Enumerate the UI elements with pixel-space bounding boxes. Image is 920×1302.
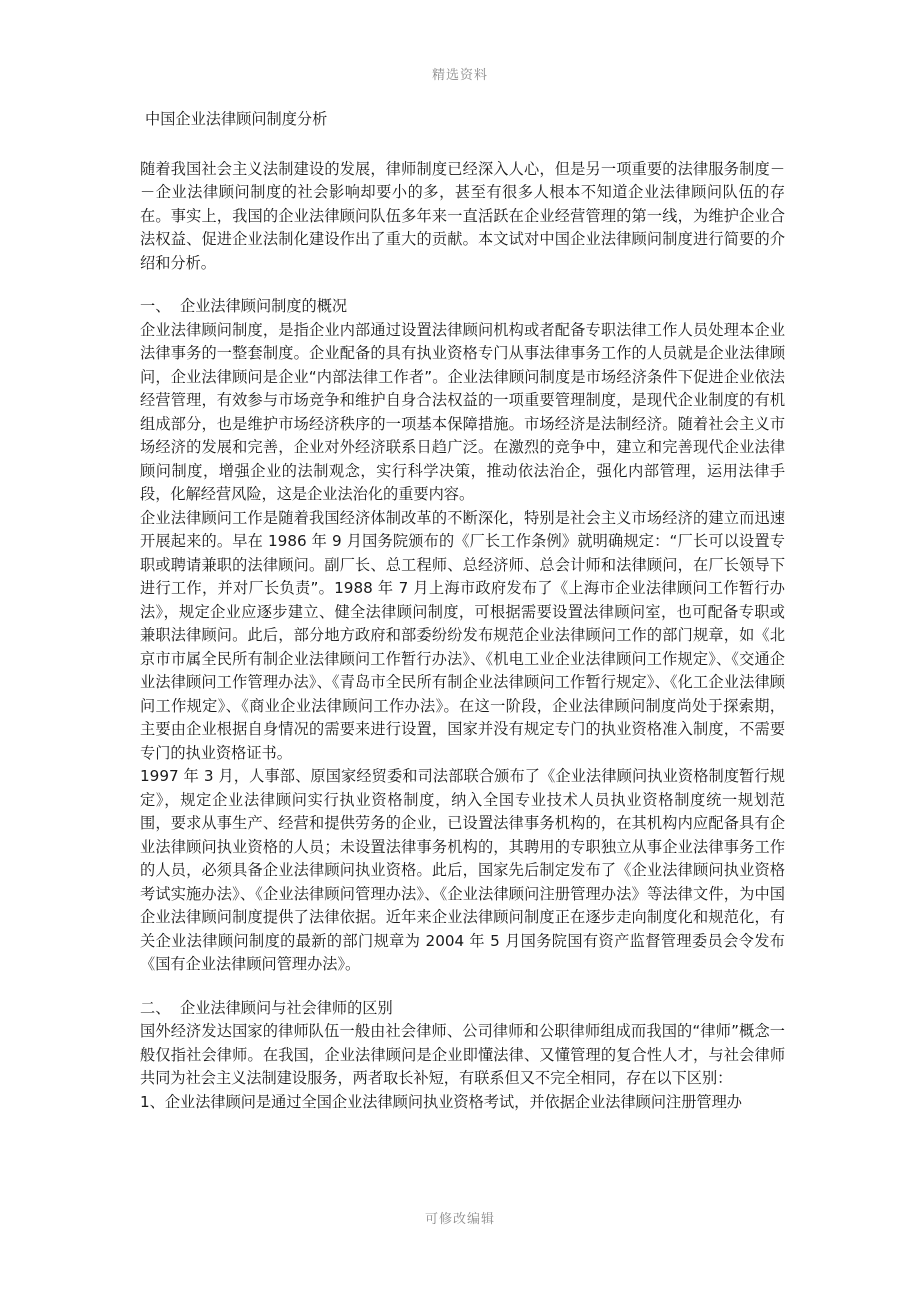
section-differences <box>140 997 785 1115</box>
section-paragraph: 企业法律顾问工作是随着我国经济体制改革的不断深化，特别是社会主义市场经济的建立而迅速开展起来的。早在 1986 年 9 月国务院颁布的《厂长工作条例》就明确规定：“厂长可以设置专职或聘请兼职的法律顾问。副厂长、总工程师、总经济师、总会计师和法律顾问，在厂长领导下进行工作，并对厂长负责”。1988 年 7 月上海市政府发布了《上海市企业法律顾问工作暂行办法》，规定企业应逐步建立、健全法律顾问制度，可根据需要设置法律顾问室，也可配备专职或兼职法律顾问。此后，部分地方政府和部委纷纷发布规范企业法律顾问工作的部门规章，如《北京市市属全民所有制企业法律顾问工作暂行办法》、《机电工业企业法律顾问工作规定》、《交通企业法律顾问工作管理办法》、《青岛市全民所有制企业法律顾问工作暂行规定》、《化工企业法律顾问工作规定》、《商业企业法律顾问工作办法》。在这一阶段，企业法律顾问制度尚处于探索期，主要由企业根据自身情况的需要来进行设置，国家并没有规定专门的执业资格准入制度，不需要专门的执业资格证书。 <box>140 508 785 762</box>
section-heading: 二、 企业法律顾问与社会律师的区别 <box>140 998 393 1017</box>
section-overview <box>140 295 785 977</box>
section-paragraph: 1、企业法律顾问是通过全国企业法律顾问执业资格考试，并依据企业法律顾问注册管理办 <box>140 1092 742 1111</box>
section-paragraph: 企业法律顾问制度，是指企业内部通过设置法律顾问机构或者配备专职法律工作人员处理本企业法律事务的一整套制度。企业配备的具有执业资格专门从事法律事务工作的人员就是企业法律顾问，企业法律顾问是企业“内部法律工作者”。企业法律顾问制度是市场经济条件下促进企业依法经营管理，有效参与市场竞争和维护自身合法权益的一项重要管理制度，是现代企业制度的有机组成部分，也是维护市场经济秩序的一项基本保障措施。市场经济是法制经济。随着社会主义市场经济的发展和完善，企业对外经济联系日趋广泛。在激烈的竞争中，建立和完善现代企业法律顾问制度，增强企业的法制观念，实行科学决策，推动依法治企，强化内部管理，运用法律手段，化解经营风险，这是企业法治化的重要内容。 <box>140 320 785 503</box>
document-title: 中国企业法律顾问制度分析 <box>145 110 328 128</box>
paragraph-gap <box>140 275 785 295</box>
document-body <box>140 108 785 1114</box>
section-heading: 一、 企业法律顾问制度的概况 <box>140 297 348 315</box>
section-paragraph: 1997 年 3 月，人事部、原国家经贸委和司法部联合颁布了《企业法律顾问执业资格制度暂行规定》，规定企业法律顾问实行执业资格制度，纳入全国专业技术人员执业资格制度统一规划范围，要求从事生产、经营和提供劳务的企业，已设置法律事务机构的，在其机构内应配备具有企业法律顾问执业资格的人员；未设置法律事务机构的，其聘用的专职独立从事企业法律事务工作的人员，必须具备企业法律顾问执业资格。此后，国家先后制定发布了《企业法律顾问执业资格考试实施办法》、《企业法律顾问管理办法》、《企业法律顾问注册管理办法》等法律文件，为中国企业法律顾问制度提供了法律依据。近年来企业法律顾问制度正在逐步走向制度化和规范化，有关企业法律顾问制度的最新的部门规章为 2004 年 5 月国务院国有资产监督管理委员会令发布《国有企业法律顾问管理办法》。 <box>140 767 785 973</box>
header-watermark: 精选资料 <box>431 68 488 83</box>
intro-paragraph: 随着我国社会主义法制建设的发展，律师制度已经深入人心，但是另一项重要的法律服务制度－－企业法律顾问制度的社会影响却要小的多，甚至有很多人根本不知道企业法律顾问队伍的存在。事实上，我国的企业法律顾问队伍多年来一直活跃在企业经营管理的第一线，为维护企业合法权益、促进企业法制化建设作出了重大的贡献。本文试对中国企业法律顾问制度进行简要的介绍和分析。 <box>140 159 785 272</box>
paragraph-gap <box>140 977 785 997</box>
section-paragraph: 国外经济发达国家的律师队伍一般由社会律师、公司律师和公职律师组成而我国的“律师”概念一般仅指社会律师。在我国，企业法律顾问是企业即懂法律、又懂管理的复合性人才，与社会律师共同为社会主义法制建设服务，两者取长补短，有联系但又不完全相同，存在以下区别： <box>140 1022 785 1087</box>
footer-watermark: 可修改编辑 <box>424 1212 495 1227</box>
